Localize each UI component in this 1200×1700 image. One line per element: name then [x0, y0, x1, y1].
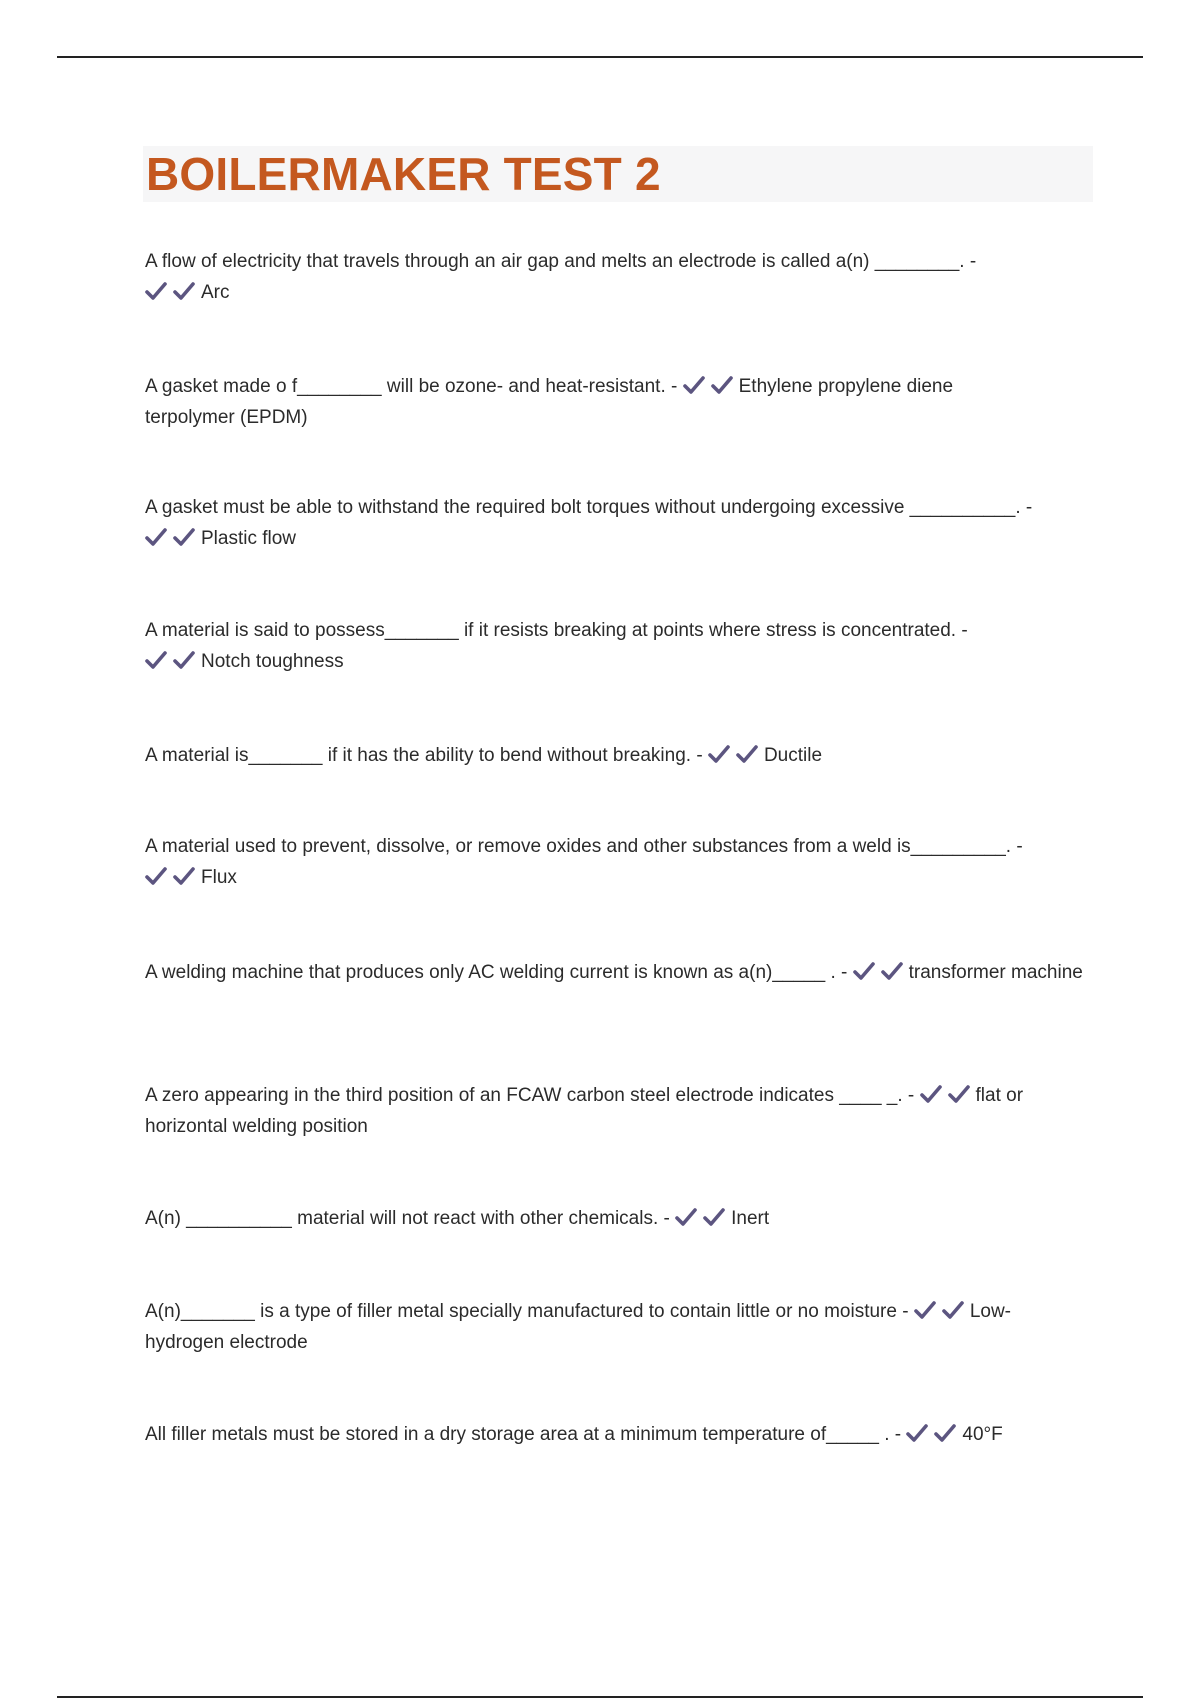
check-icon [675, 1207, 697, 1227]
check-icon [906, 1423, 928, 1443]
check-icon [173, 527, 195, 547]
question-text: A(n)_______ is a type of filler metal specially manufactured to contain little or no moisture - [145, 1301, 909, 1322]
answer-text: flat or horizontal welding position [145, 1085, 1024, 1137]
check-icon [914, 1300, 936, 1320]
question-text: A material is_______ if it has the ability to bend without breaking. - [145, 745, 703, 766]
qa-item [145, 831, 1085, 893]
question-text: A welding machine that produces only AC welding current is known as a(n)_____ . - [145, 962, 848, 983]
question-text: A gasket must be able to withstand the required bolt torques without undergoing excessive __________. - [145, 497, 1033, 518]
check-icon [145, 866, 167, 886]
answer-text: Plastic flow [201, 528, 297, 549]
check-icon [711, 375, 733, 395]
answer-text: Notch toughness [201, 651, 344, 672]
title-band [143, 146, 1093, 202]
question-text: A(n) __________ material will not react with other chemicals. - [145, 1208, 670, 1229]
qa-item [145, 957, 1085, 988]
qa-item [145, 740, 1085, 771]
answer-text: Ductile [763, 745, 823, 766]
answer-text: Flux [201, 867, 237, 888]
question-text: A material is said to possess_______ if it resists breaking at points where stress is concentrated. - [145, 620, 968, 641]
bottom-rule [57, 1696, 1143, 1698]
top-rule [57, 56, 1143, 58]
check-icon [703, 1207, 725, 1227]
check-icon [736, 744, 758, 764]
answer-text: transformer machine [908, 962, 1083, 983]
check-icon [948, 1084, 970, 1104]
qa-item [145, 1296, 1085, 1358]
check-icon [853, 961, 875, 981]
check-icon [173, 866, 195, 886]
question-text: A zero appearing in the third position of an FCAW carbon steel electrode indicates ____ _. - [145, 1085, 915, 1106]
check-icon [145, 650, 167, 670]
page-title: BOILERMAKER TEST 2 [146, 148, 661, 200]
qa-item [145, 492, 1085, 554]
qa-item [145, 1080, 1085, 1142]
qa-item [145, 246, 1085, 308]
qa-item [145, 615, 1085, 677]
check-icon [145, 527, 167, 547]
check-icon [934, 1423, 956, 1443]
answer-text: Inert [731, 1208, 770, 1229]
check-icon [145, 281, 167, 301]
question-text: A flow of electricity that travels through an air gap and melts an electrode is called a(n) ________. - [145, 251, 977, 272]
check-icon [942, 1300, 964, 1320]
qa-item [145, 1203, 1085, 1234]
answer-text: Arc [201, 282, 230, 303]
question-text: All filler metals must be stored in a dry storage area at a minimum temperature of_____ . - [145, 1424, 902, 1445]
question-text: A material used to prevent, dissolve, or remove oxides and other substances from a weld is_________. - [145, 836, 1023, 857]
check-icon [920, 1084, 942, 1104]
check-icon [708, 744, 730, 764]
check-icon [173, 281, 195, 301]
check-icon [881, 961, 903, 981]
check-icon [683, 375, 705, 395]
qa-item [145, 1419, 1085, 1450]
answer-text: Ethylene propylene diene terpolymer (EPDM) [145, 376, 954, 428]
qa-item [145, 371, 1015, 433]
answer-text: 40°F [962, 1424, 1003, 1445]
answer-text: Low-hydrogen electrode [145, 1301, 1012, 1353]
question-text: A gasket made o f________ will be ozone- and heat-resistant. - [145, 376, 678, 397]
check-icon [173, 650, 195, 670]
